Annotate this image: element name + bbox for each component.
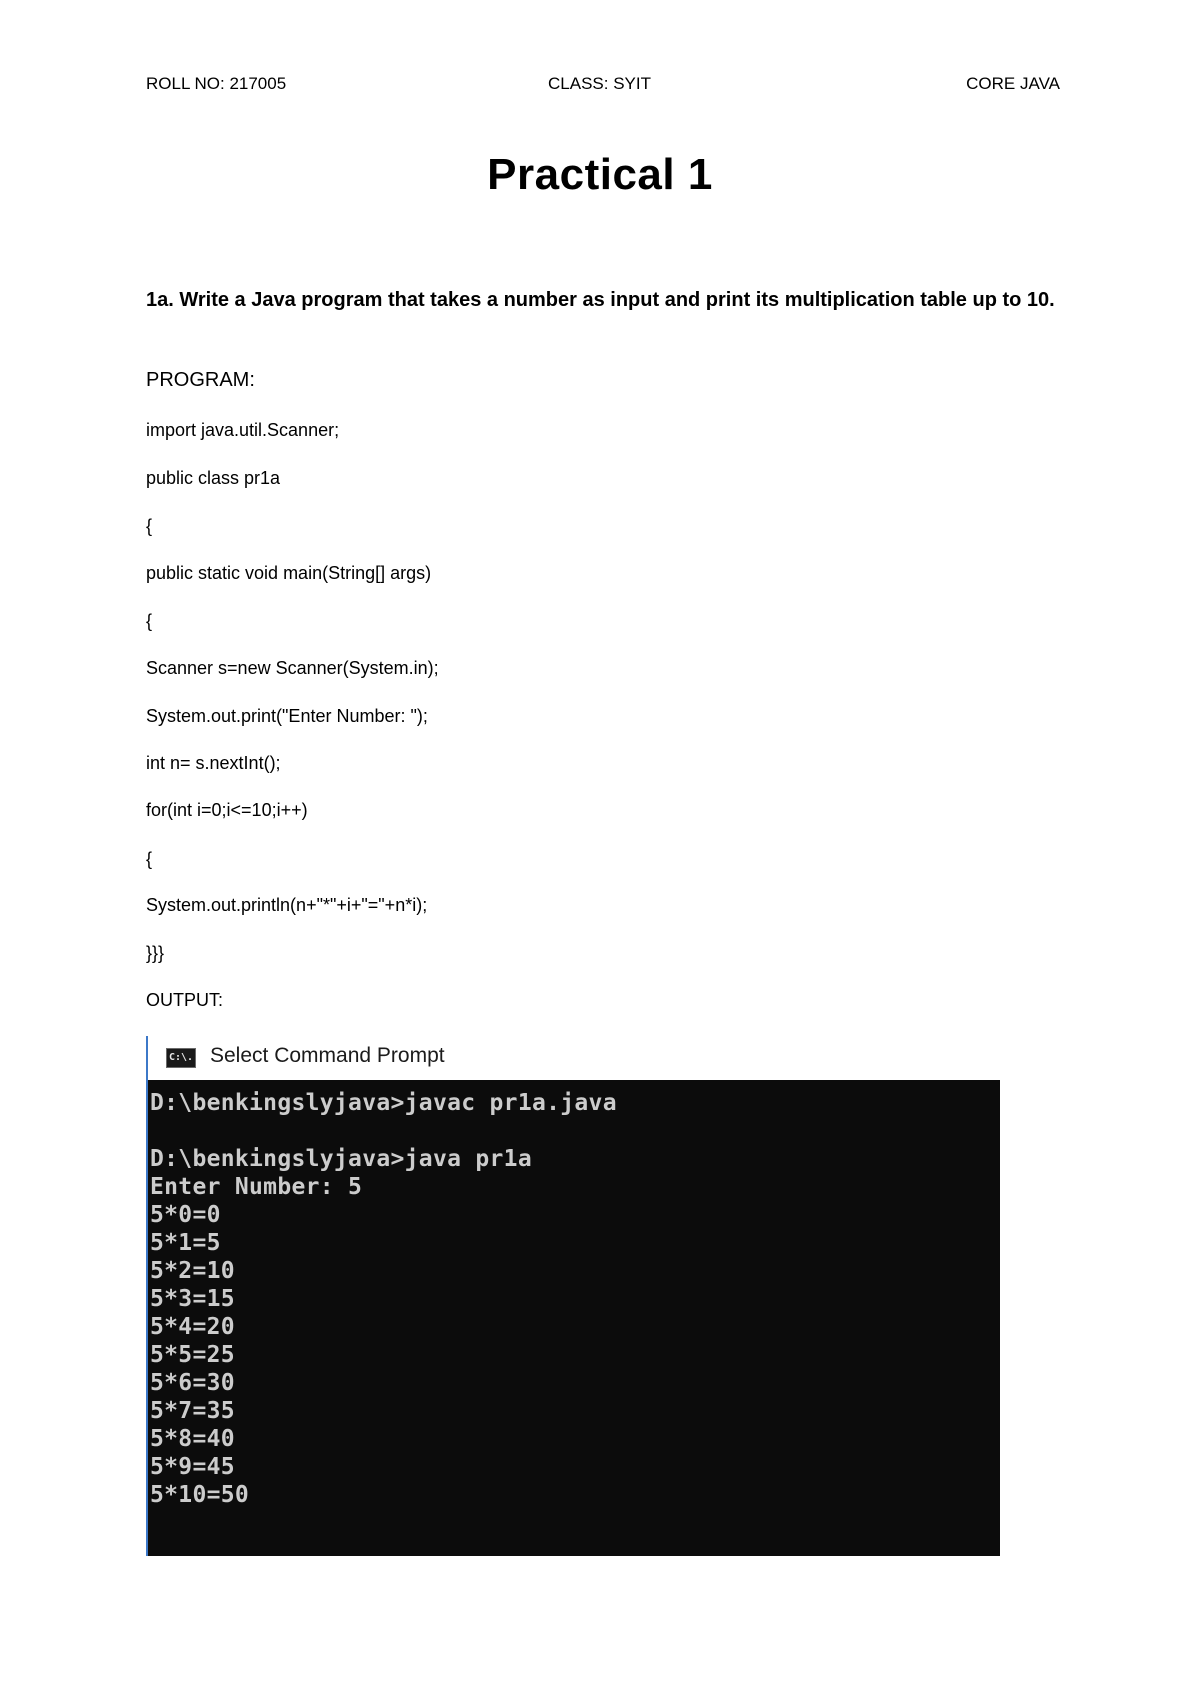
question-text: 1a. Write a Java program that takes a number as input and print its multiplication table up to 10. <box>146 289 1055 311</box>
terminal-line: 5*1=5 <box>150 1230 221 1256</box>
roll-number: ROLL NO: 217005 <box>146 74 287 93</box>
cmd-window-title: Select Command Prompt <box>210 1044 445 1067</box>
terminal-line: 5*7=35 <box>150 1398 235 1424</box>
terminal-line: 5*10=50 <box>150 1482 250 1508</box>
terminal-line: 5*8=40 <box>150 1426 235 1452</box>
code-line: Scanner s=new Scanner(System.in); <box>146 658 439 678</box>
code-line: System.out.print("Enter Number: "); <box>146 706 428 726</box>
terminal-line: 5*9=45 <box>150 1454 235 1480</box>
class-label: CLASS: SYIT <box>548 74 651 93</box>
terminal-line: D:\benkingslyjava>javac pr1a.java <box>150 1090 617 1116</box>
terminal-line: 5*3=15 <box>150 1286 235 1312</box>
code-line: public class pr1a <box>146 468 281 488</box>
code-line: }}} <box>146 943 165 963</box>
cmd-titlebar <box>148 1036 1000 1080</box>
code-line: import java.util.Scanner; <box>146 420 340 440</box>
terminal-line: 5*2=10 <box>150 1258 235 1284</box>
terminal-line: 5*5=25 <box>150 1342 235 1368</box>
page-title: Practical 1 <box>487 150 713 199</box>
output-label: OUTPUT: <box>146 990 224 1010</box>
command-prompt-icon: C:\. <box>166 1048 196 1068</box>
code-line: int n= s.nextInt(); <box>146 753 281 773</box>
code-line: { <box>146 611 153 631</box>
terminal-line: 5*0=0 <box>150 1202 221 1228</box>
code-line: public static void main(String[] args) <box>146 563 432 583</box>
code-line: { <box>146 849 153 869</box>
terminal-line: D:\benkingslyjava>java pr1a <box>150 1146 532 1172</box>
terminal-line: 5*4=20 <box>150 1314 235 1340</box>
code-line: { <box>146 516 153 536</box>
terminal-line: Enter Number: 5 <box>150 1174 363 1200</box>
code-line: for(int i=0;i<=10;i++) <box>146 800 308 820</box>
terminal-line: 5*6=30 <box>150 1370 235 1396</box>
terminal-output <box>148 1080 1000 1556</box>
code-line: System.out.println(n+"*"+i+"="+n*i); <box>146 895 428 915</box>
subject-label: CORE JAVA <box>966 74 1060 93</box>
program-label: PROGRAM: <box>146 369 255 391</box>
page-header <box>146 74 1060 98</box>
command-prompt-screenshot <box>146 1036 1000 1556</box>
